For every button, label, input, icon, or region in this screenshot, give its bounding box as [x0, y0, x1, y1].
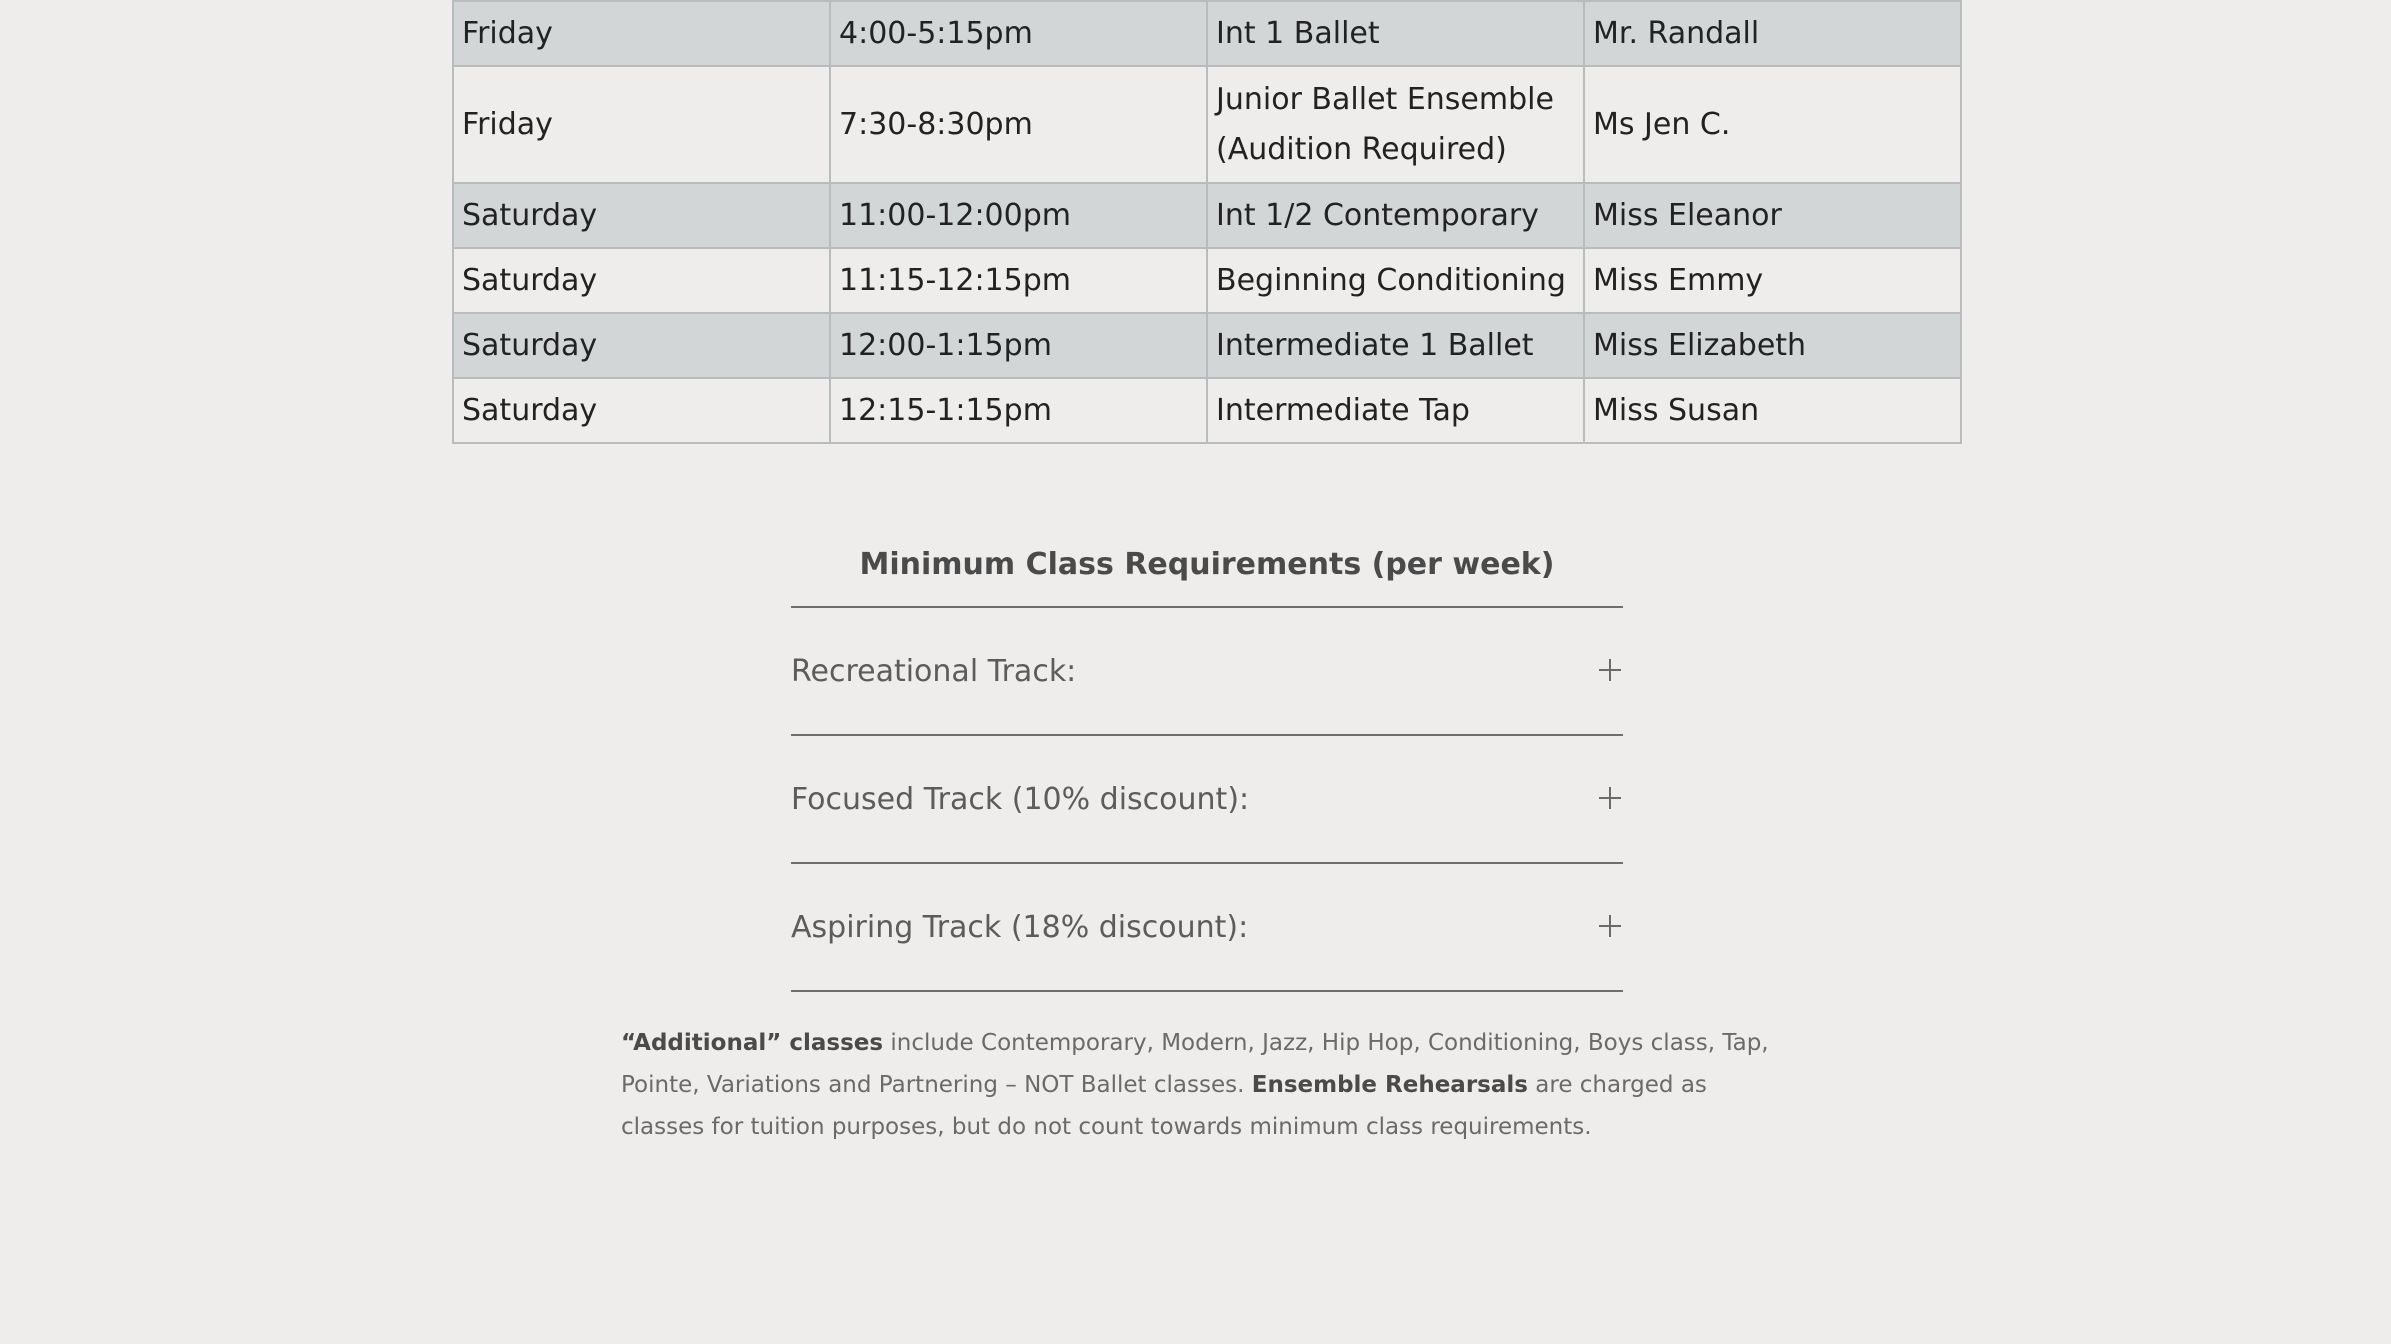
table-row: [453, 66, 1961, 183]
day-cell: Saturday: [453, 248, 830, 313]
class-cell: Beginning Conditioning: [1207, 248, 1584, 313]
time-cell: 4:00-5:15pm: [830, 1, 1207, 66]
table-row: [453, 183, 1961, 248]
day-cell: Saturday: [453, 313, 830, 378]
class-name-line1: Junior Ballet Ensemble: [1216, 81, 1554, 117]
plus-icon[interactable]: [1599, 787, 1621, 809]
accordion-label: Aspiring Track (18% discount):: [791, 909, 1249, 945]
table-row: [453, 1, 1961, 66]
plus-icon[interactable]: [1599, 659, 1621, 681]
table-row: [453, 313, 1961, 378]
teacher-cell: Mr. Randall: [1584, 1, 1961, 66]
class-name-line2: (Audition Required): [1216, 131, 1507, 167]
note-text-1: include Contemporary, Modern, Jazz, Hip Hop, Conditioning, Boys class, Tap, Pointe, Variations and Partnering – NOT Ballet classes.: [621, 1030, 1769, 1098]
teacher-cell: Miss Eleanor: [1584, 183, 1961, 248]
time-cell: 7:30-8:30pm: [830, 66, 1207, 183]
class-cell: Int 1 Ballet: [1207, 1, 1584, 66]
class-cell: Intermediate 1 Ballet: [1207, 313, 1584, 378]
note-bold-ensemble: Ensemble Rehearsals: [1251, 1072, 1528, 1098]
teacher-cell: Miss Susan: [1584, 378, 1961, 443]
day-cell: Friday: [453, 66, 830, 183]
accordion-label: Focused Track (10% discount):: [791, 781, 1250, 817]
class-schedule-table: [452, 0, 1962, 444]
time-cell: 12:15-1:15pm: [830, 378, 1207, 443]
teacher-cell: Miss Elizabeth: [1584, 313, 1961, 378]
time-cell: 12:00-1:15pm: [830, 313, 1207, 378]
time-cell: 11:15-12:15pm: [830, 248, 1207, 313]
day-cell: Saturday: [453, 378, 830, 443]
table-row: [453, 248, 1961, 313]
additional-classes-note: [621, 1022, 1771, 1148]
class-requirements-accordion: [791, 540, 1623, 992]
accordion-item-focused[interactable]: [791, 736, 1623, 864]
accordion-item-aspiring[interactable]: [791, 864, 1623, 992]
table-row: [453, 378, 1961, 443]
requirements-title: Minimum Class Requirements (per week): [791, 540, 1623, 608]
note-text-2: are charged as classes for tuition purposes, but do not count towards minimum class requirements.: [621, 1072, 1707, 1140]
time-cell: 11:00-12:00pm: [830, 183, 1207, 248]
class-cell: [1207, 66, 1584, 183]
note-bold-additional: “Additional” classes: [621, 1030, 884, 1056]
class-cell: Int 1/2 Contemporary: [1207, 183, 1584, 248]
class-cell: Intermediate Tap: [1207, 378, 1584, 443]
day-cell: Friday: [453, 1, 830, 66]
teacher-cell: Ms Jen C.: [1584, 66, 1961, 183]
day-cell: Saturday: [453, 183, 830, 248]
accordion-label: Recreational Track:: [791, 653, 1077, 689]
plus-icon[interactable]: [1599, 915, 1621, 937]
teacher-cell: Miss Emmy: [1584, 248, 1961, 313]
accordion-item-recreational[interactable]: [791, 608, 1623, 736]
